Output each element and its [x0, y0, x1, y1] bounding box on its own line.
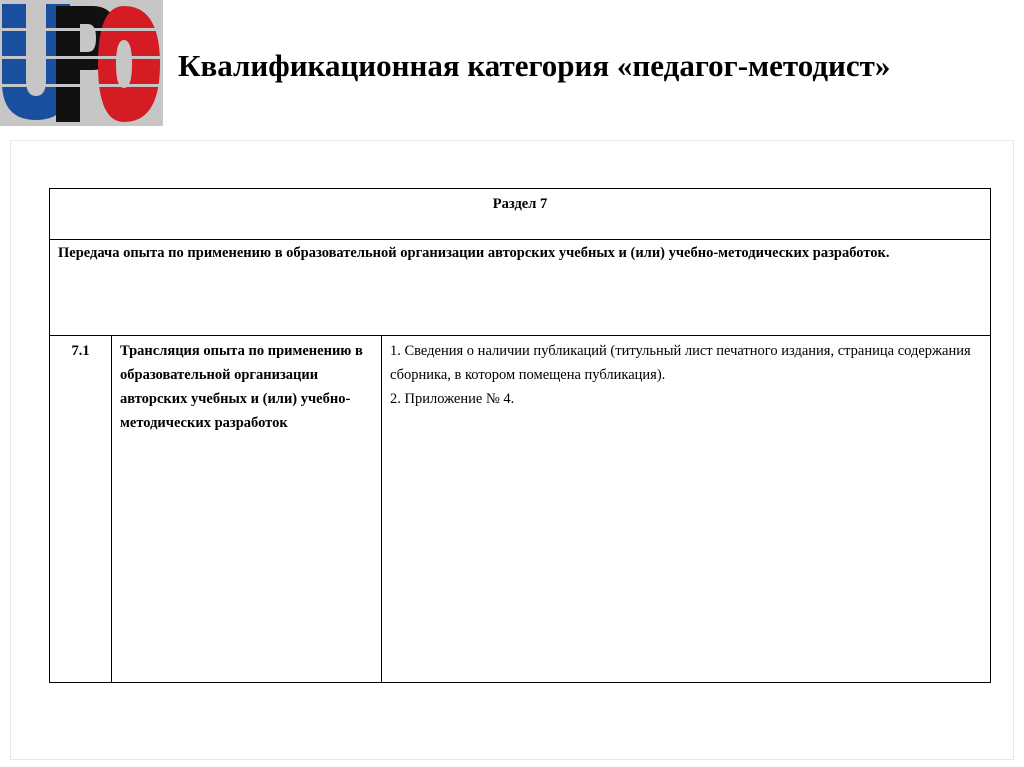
criteria-table: [49, 188, 991, 683]
section-label: Раздел 7: [50, 189, 991, 240]
row-title: Трансляция опыта по применению в образовательной организации авторских учебных и (или) учебно-методических разработок: [112, 336, 382, 683]
section-description-row: [50, 240, 991, 336]
logo: [0, 0, 163, 126]
document-item: 2. Приложение № 4.: [390, 391, 515, 407]
page-title: Квалификационная категория «педагог-методист»: [178, 48, 891, 83]
upo-logo-graphic: [0, 0, 163, 126]
row-number: 7.1: [50, 336, 112, 683]
section-description-text: Передача опыта по применению в образовательной организации авторских учебных и (или) учебно-методических разработок.: [58, 245, 890, 261]
document-item: 1. Сведения о наличии публикаций (титульный лист печатного издания, страница содержания сборника, в котором помещена публикация).: [390, 343, 971, 383]
row-documents: [382, 336, 991, 683]
table-row: [50, 336, 991, 683]
section-header-row: [50, 189, 991, 240]
section-description: [50, 240, 991, 336]
